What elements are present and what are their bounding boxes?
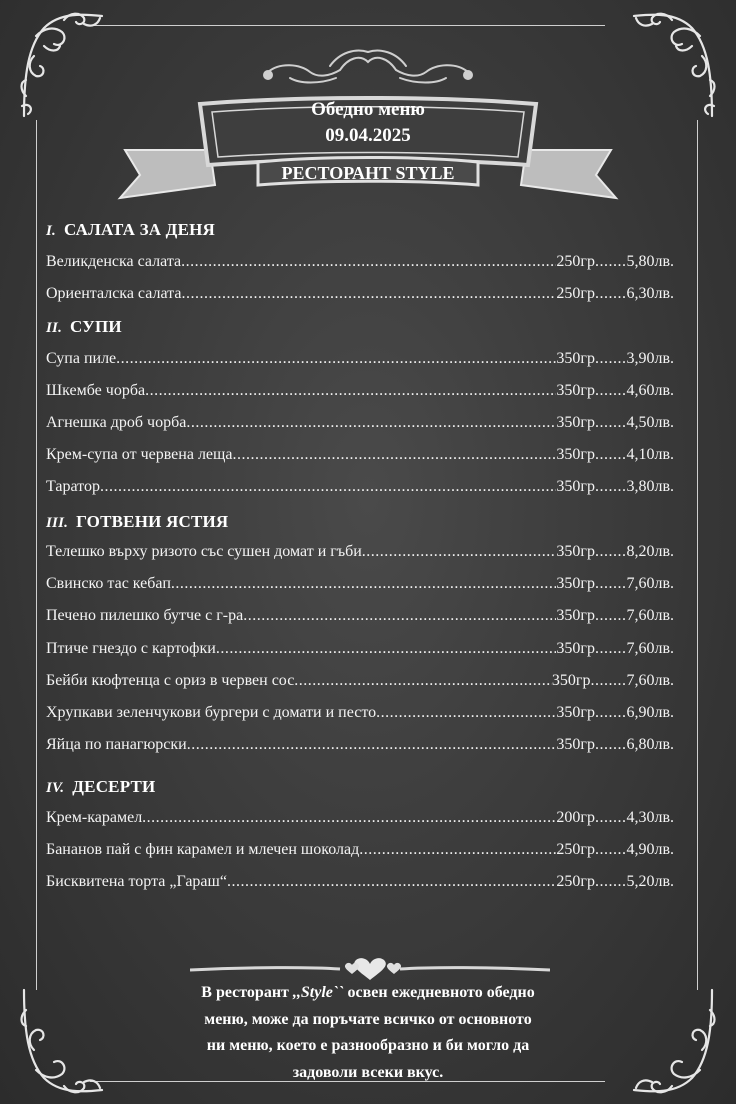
item-weight: 350гр	[556, 736, 595, 753]
item-name: Свинско тас кебап	[46, 575, 171, 592]
item-price: 7,60лв.	[626, 607, 674, 624]
item-name: Печено пилешко бутче с г-ра	[46, 607, 244, 624]
item-separator: .......	[594, 841, 627, 858]
corner-ornament-bottom-right	[627, 980, 722, 1100]
menu-item	[46, 873, 674, 895]
item-separator: .......	[594, 640, 627, 657]
item-weight: 250гр	[556, 285, 595, 302]
section-title	[46, 220, 215, 240]
menu-date: 09.04.2025	[325, 125, 411, 146]
item-separator: .......	[594, 607, 627, 624]
item-weight: 350гр	[556, 446, 595, 463]
leader-dots	[187, 736, 557, 754]
item-weight: 350гр	[556, 478, 595, 495]
frame-right-line	[697, 120, 698, 990]
item-name: Бисквитена торта „Гараш“	[46, 873, 227, 890]
item-separator: .......	[594, 446, 627, 463]
item-weight: 350гр	[556, 350, 595, 367]
leader-dots	[362, 543, 557, 561]
section-title	[46, 512, 228, 532]
item-price: 3,90лв.	[626, 350, 674, 367]
corner-ornament-bottom-left	[14, 980, 109, 1100]
item-name: Таратор	[46, 478, 100, 495]
item-weight: 350гр	[556, 575, 595, 592]
item-weight: 250гр	[556, 873, 595, 890]
item-price: 8,20лв.	[626, 543, 674, 560]
item-weight: 350гр	[556, 704, 595, 721]
menu-item	[46, 253, 674, 275]
item-price: 6,90лв.	[626, 704, 674, 721]
item-price: 4,90лв.	[626, 841, 674, 858]
menu-item	[46, 607, 674, 629]
leader-dots	[294, 672, 552, 690]
leader-dots	[186, 414, 556, 432]
item-weight: 250гр	[556, 253, 595, 270]
item-separator: .......	[594, 736, 627, 753]
item-separator: .......	[594, 382, 627, 399]
menu-item	[46, 640, 674, 662]
heart-icon-small-right	[387, 963, 401, 974]
item-separator: .......	[594, 253, 627, 270]
item-separator: .......	[594, 873, 627, 890]
menu-item	[46, 841, 674, 863]
heart-icon-small-left	[345, 963, 359, 974]
menu-item	[46, 543, 674, 565]
item-price: 5,20лв.	[626, 873, 674, 890]
section-title-text: ГОТВЕНИ ЯСТИЯ	[76, 512, 229, 531]
menu-item	[46, 575, 674, 597]
item-separator: .......	[594, 285, 627, 302]
leader-dots	[227, 873, 556, 891]
menu-item	[46, 446, 674, 468]
item-price: 6,30лв.	[626, 285, 674, 302]
footer-line-1: В ресторант ,,Style`` освен ежедневното обедно	[201, 984, 535, 1001]
item-price: 4,10лв.	[626, 446, 674, 463]
footer-note	[130, 980, 606, 1086]
menu-item	[46, 704, 674, 726]
item-separator: ........	[590, 672, 627, 689]
item-name: Крем-супа от червена леща	[46, 446, 233, 463]
item-price: 5,80лв.	[626, 253, 674, 270]
item-separator: .......	[594, 350, 627, 367]
item-price: 7,60лв.	[626, 575, 674, 592]
heart-icon	[354, 958, 386, 980]
footer-line-2: меню, може да поръчате всичко от основното	[204, 1010, 532, 1028]
item-separator: .......	[594, 543, 627, 560]
item-name: Телешко върху ризото със сушен домат и гъби	[46, 543, 362, 560]
menu-item	[46, 736, 674, 758]
leader-dots	[145, 382, 556, 400]
item-separator: .......	[594, 414, 627, 431]
section-numeral: I.	[46, 223, 56, 239]
item-name: Бейби кюфтенца с ориз в червен сос	[46, 672, 295, 689]
restaurant-name: РЕСТОРАНТ STYLE	[281, 163, 455, 183]
item-weight: 350гр	[556, 607, 595, 624]
menu-item	[46, 672, 674, 694]
leader-dots	[376, 704, 556, 722]
leader-dots	[142, 809, 556, 827]
item-price: 6,80лв.	[626, 736, 674, 753]
item-separator: .......	[594, 704, 627, 721]
item-weight: 350гр	[556, 543, 595, 560]
menu-item	[46, 414, 674, 436]
leader-dots	[181, 253, 556, 271]
item-name: Бананов пай с фин карамел и млечен шоколад	[46, 841, 360, 858]
leader-dots	[216, 640, 557, 658]
menu-item	[46, 285, 674, 307]
section-title-text: СУПИ	[70, 317, 122, 336]
item-weight: 350гр	[556, 640, 595, 657]
footer-line-4: задоволи всеки вкус.	[292, 1063, 444, 1081]
section-title-text: САЛАТА ЗА ДЕНЯ	[64, 220, 216, 239]
item-separator: .......	[594, 575, 627, 592]
leader-dots	[232, 446, 556, 464]
item-name: Великденска салата	[46, 253, 182, 270]
menu-title: Обедно меню	[311, 99, 425, 120]
item-price: 4,50лв.	[626, 414, 674, 431]
section-title	[46, 317, 122, 337]
footer-divider	[190, 956, 550, 982]
item-name: Яйца по панагюрски	[46, 736, 187, 753]
menu-item	[46, 809, 674, 831]
item-price: 4,60лв.	[626, 382, 674, 399]
item-weight: 350гр	[556, 414, 595, 431]
leader-dots	[171, 575, 557, 593]
item-weight: 200гр	[556, 809, 595, 826]
section-numeral: IV.	[46, 780, 65, 796]
item-price: 7,60лв.	[626, 640, 674, 657]
section-title-text: ДЕСЕРТИ	[72, 777, 156, 796]
item-name: Крем-карамел	[46, 809, 143, 826]
item-name: Птиче гнездо с картофки	[46, 640, 216, 657]
item-price: 3,80лв.	[626, 478, 674, 495]
footer-line-3: ни меню, което е разнообразно и би могло да	[206, 1037, 530, 1054]
item-name: Супа пиле	[46, 350, 117, 367]
section-numeral: III.	[46, 515, 69, 531]
item-name: Шкембе чорба	[46, 382, 146, 399]
leader-dots	[359, 841, 556, 859]
menu-item	[46, 382, 674, 404]
frame-left-line	[36, 120, 37, 990]
item-weight: 250гр	[556, 841, 595, 858]
leader-dots	[116, 350, 556, 368]
item-separator: .......	[594, 809, 627, 826]
item-name: Агнешка дроб чорба	[46, 414, 187, 431]
section-title	[46, 777, 155, 797]
item-name: Хрупкави зеленчукови бургери с домати и песто	[46, 704, 377, 721]
item-price: 7,60лв.	[626, 672, 674, 689]
leader-dots	[181, 285, 556, 303]
menu-item	[46, 478, 674, 500]
leader-dots	[243, 607, 556, 625]
item-weight: 350гр	[551, 672, 591, 689]
item-separator: .......	[594, 478, 627, 495]
menu-item	[46, 350, 674, 372]
item-price: 4,30лв.	[626, 809, 674, 826]
item-name: Ориенталска салата	[46, 285, 182, 302]
section-numeral: II.	[46, 320, 63, 336]
leader-dots	[100, 478, 556, 496]
item-weight: 350гр	[556, 382, 595, 399]
